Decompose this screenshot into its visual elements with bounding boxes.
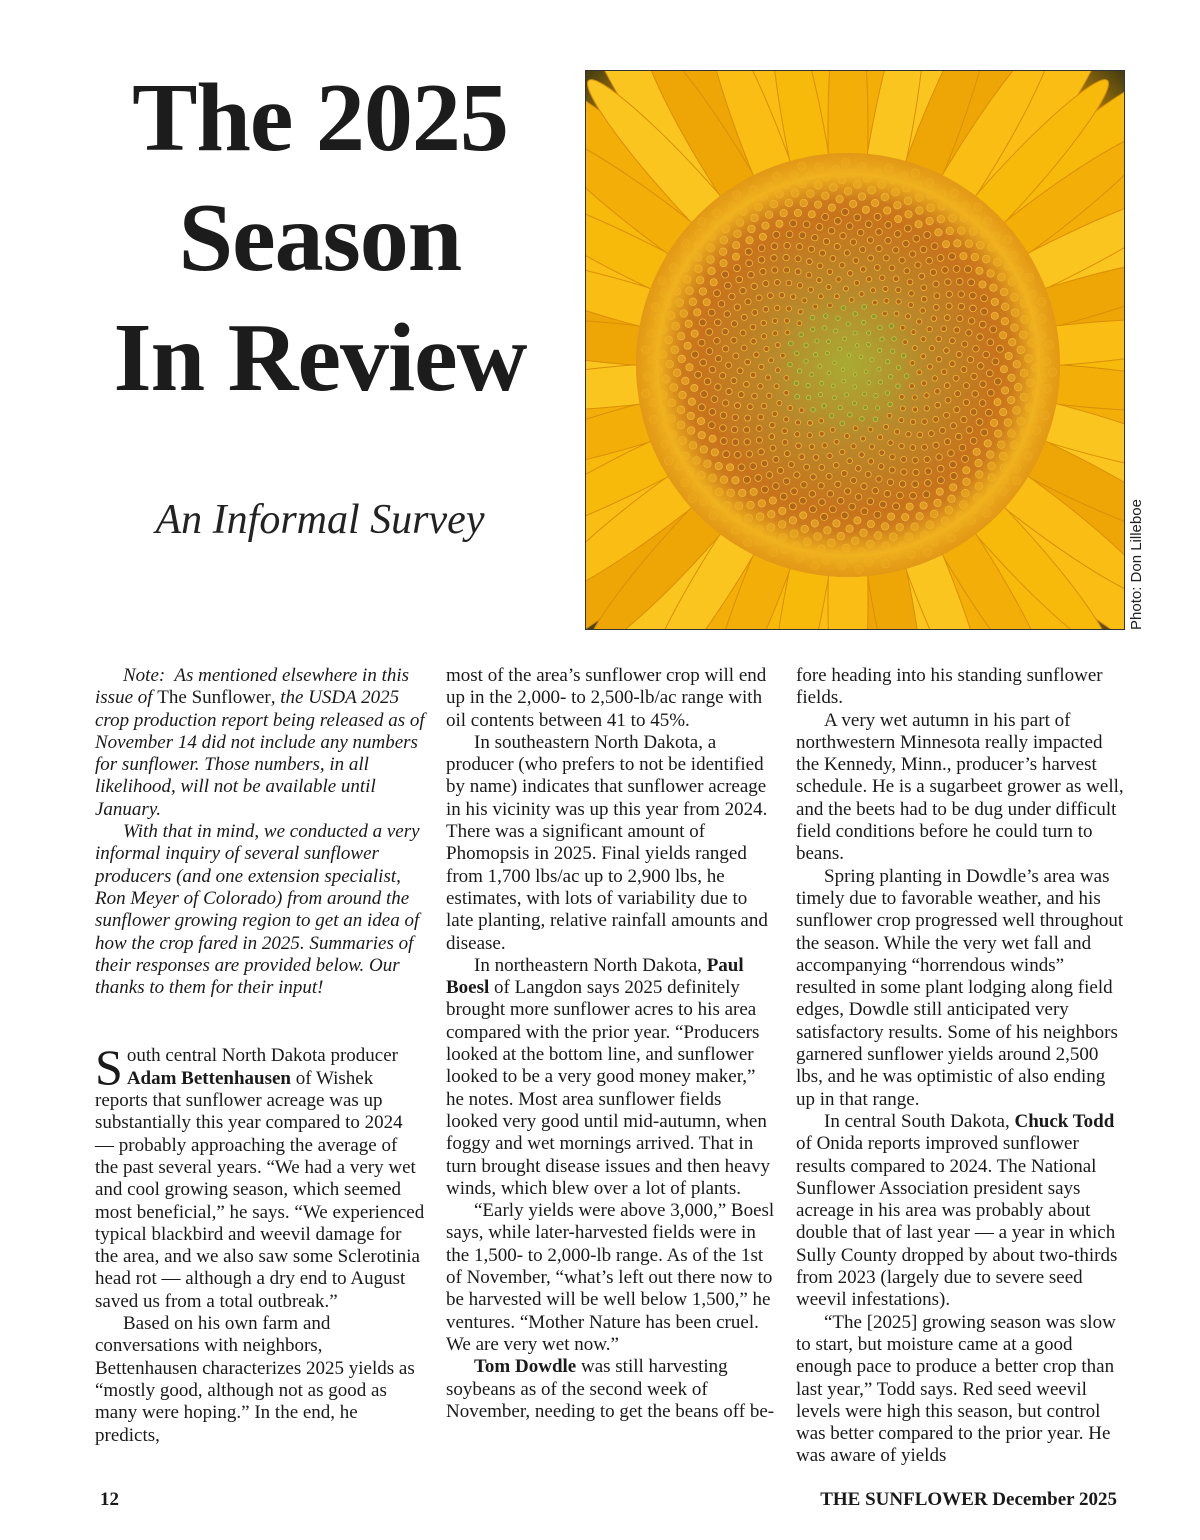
article-title bbox=[70, 58, 570, 418]
drop-cap: S bbox=[95, 1039, 123, 1096]
page-number: 12 bbox=[100, 1489, 119, 1510]
article-paragraph-2: Based on his own farm and conversations with neighbors, Bettenhausen characterizes 2025 yields as “mostly good, although not as good as many were hoping.” In the end, he predicts, bbox=[95, 1313, 415, 1446]
article-p10: “The [2025] growing season was slow to start, but moisture came at a good enough pace to produce a better crop than last year,” Todd says. Red seed weevil levels were high this season, but control was better compared to the prior year. He was aware of yields bbox=[796, 1311, 1116, 1467]
publication-footer: THE SUNFLOWER December 2025 bbox=[820, 1489, 1117, 1510]
article-p3: In southeastern North Dakota, a producer (who prefers to not be identified by name) indicates that sunflower acreage in his vicinity was up this year from 2024. There was a significant amount of Phomopsis in 2025. Final yields ranged from 1,700 lbs/ac up to 2,900 lbs, he estimates, with lots of variability due to late planting, relative rainfall amounts and disease. bbox=[446, 731, 768, 954]
article-paragraph-3 bbox=[446, 732, 776, 955]
article-p9-a: In central South Dakota, bbox=[824, 1110, 1010, 1132]
article-paragraph-9 bbox=[796, 1111, 1126, 1312]
article-p4-b: of Langdon says 2025 definitely brought more sunflower acres to his area compared with the prior year. “Producers looked at the bottom line, and sunflower looked to be a very good money maker,” he notes. Most area sunflower fields looked very good until mid-autumn, when foggy and wet mornings arrived. That in turn brought disease issues and then heavy winds, which blew over a lot of plants. bbox=[446, 977, 770, 1199]
person-name-todd: Chuck Todd bbox=[1014, 1110, 1115, 1132]
sunflower-photo bbox=[585, 70, 1125, 630]
person-name-boesl: Paul Boesl bbox=[446, 954, 744, 999]
article-paragraph-6 bbox=[446, 1356, 776, 1423]
note-paragraph-1 bbox=[95, 665, 425, 821]
flower-disk-rim bbox=[636, 153, 1060, 577]
title-line-1: The 2025 bbox=[132, 64, 508, 172]
article-p1-a: outh central North Dakota producer bbox=[126, 1045, 398, 1067]
article-p5: “Early yields were above 3,000,” Boesl says, while later-harvested fields were in the 1,500- to 2,000-lb range. As of the 1st of November, “what’s left out there now to be harvested will be well below 1,500,” he ventures. “Mother Nature has been cruel. We are very wet now.” bbox=[446, 1200, 775, 1355]
person-name-dowdle: Tom Dowdle bbox=[474, 1356, 577, 1378]
article-paragraph-4 bbox=[446, 955, 776, 1200]
column-3 bbox=[796, 665, 1126, 1468]
article-p9-b: of Onida reports improved sunflower results compared to 2024. The National Sunflower Association president says acreage in his area was probably about double that of last year — a year in which Sully County dropped by about two-thirds from 2023 (largely due to severe seed weevil infestations). bbox=[796, 1133, 1118, 1311]
title-line-2: Season bbox=[178, 184, 462, 292]
article-p1-b: of Wishek reports that sunflower acreage was up substantially this year compared to 2024 — probably approaching the average of the past several years. “We had a very wet and cool growing season, which seemed most beneficial,” he says. “We experienced typical blackbird and weevil damage for the area, and we also saw some Sclerotinia head rot — although a dry end to August saved us from a total outbreak.” bbox=[95, 1067, 425, 1312]
article-paragraph-6-continued: fore heading into his standing sunflower fields. bbox=[796, 665, 1103, 709]
person-name-bettenhausen: Adam Bettenhausen bbox=[126, 1067, 291, 1089]
article-paragraph-7 bbox=[796, 710, 1126, 866]
column-2 bbox=[446, 665, 776, 1423]
note-label: Note: bbox=[123, 665, 166, 686]
note-paragraph-2: With that in mind, we conducted a very informal inquiry of several sunflower producers (and one extension specialist, Ron Meyer of Colorado) from around the sunflower growing region to get an idea of how the crop fared in 2025. Summaries of their responses are provided below. Our thanks to them for their input! bbox=[95, 821, 420, 999]
photo-credit: Photo: Don Lilleboe bbox=[1128, 499, 1145, 630]
article-subtitle: An Informal Survey bbox=[155, 497, 485, 543]
column-1 bbox=[95, 665, 425, 1447]
article-paragraph-2-continued: most of the area’s sunflower crop will end up in the 2,000- to 2,500-lb/ac range with oil contents between 41 to 45%. bbox=[446, 665, 767, 731]
article-p6-b: was still harvesting soybeans as of the second week of November, needing to get the beans off be- bbox=[446, 1356, 775, 1422]
article-paragraph-5 bbox=[446, 1200, 776, 1356]
sunflower-image bbox=[586, 71, 1124, 629]
article-p4-a: In northeastern North Dakota, bbox=[474, 954, 702, 976]
publication-name: The Sunflower bbox=[157, 687, 271, 709]
article-paragraph-10 bbox=[796, 1312, 1126, 1468]
article-p8: Spring planting in Dowdle’s area was timely due to favorable weather, and his sunflower crop progressed well throughout the season. While the very wet fall and accompanying “horrendous winds” resulted in some plant lodging along field edges, Dowdle still anticipated very satisfactory results. Some of his neighbors garnered sunflower yields around 2,500 lbs, and he was optimistic of also ending up in that range. bbox=[796, 865, 1124, 1110]
article-paragraph-8 bbox=[796, 866, 1126, 1111]
note-text-a: As mentioned elsewhere in this issue of bbox=[95, 665, 410, 709]
article-p7: A very wet autumn in his part of northwestern Minnesota really impacted the Kennedy, Minn., producer’s harvest schedule. He is a sugarbeet grower as well, and the beets had to be dug under difficult field conditions before he could turn to beans. bbox=[796, 709, 1124, 865]
article-paragraph-1 bbox=[95, 1039, 425, 1313]
note-text-b: , the USDA 2025 crop production report being released as of November 14 did not include any numbers for sunflower. Those numbers, in all likelihood, will not be available until January. bbox=[95, 687, 425, 820]
title-line-3: In Review bbox=[113, 304, 527, 412]
